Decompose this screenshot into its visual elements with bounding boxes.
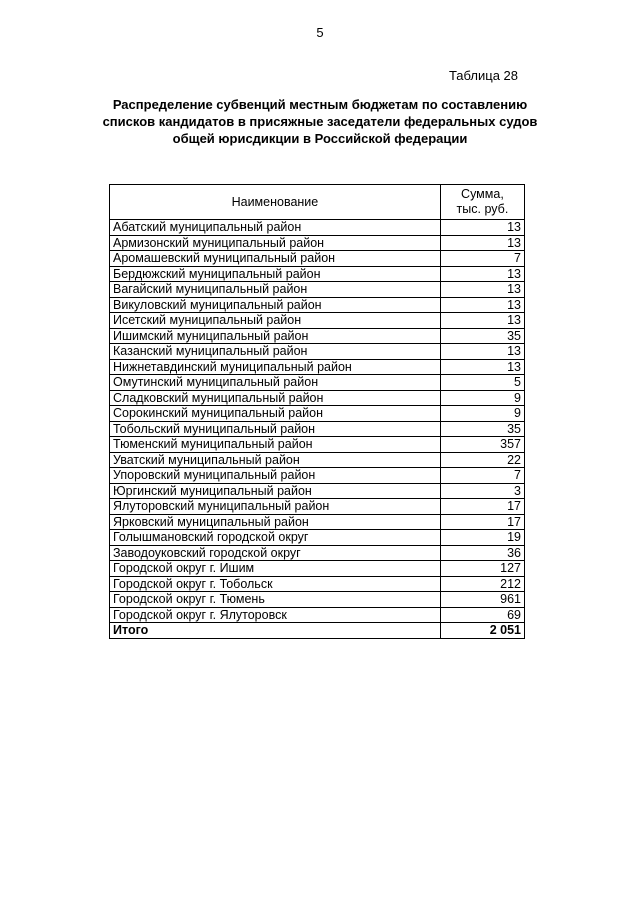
row-name: Городской округ г. Ялуторовск	[110, 607, 441, 623]
row-name: Нижнетавдинский муниципальный район	[110, 359, 441, 375]
table-row	[110, 375, 525, 391]
row-sum: 35	[440, 328, 524, 344]
row-name: Ярковский муниципальный район	[110, 514, 441, 530]
row-sum: 69	[440, 607, 524, 623]
row-sum: 961	[440, 592, 524, 608]
row-sum: 13	[440, 359, 524, 375]
document-title: Распределение субвенций местным бюджетам по составлению списков кандидатов в присяжные заседатели федеральных судов общей юрисдикции в Российской федерации	[102, 97, 538, 146]
row-sum: 13	[440, 344, 524, 360]
row-name: Исетский муниципальный район	[110, 313, 441, 329]
row-sum: 35	[440, 421, 524, 437]
table-row	[110, 282, 525, 298]
row-sum: 13	[440, 220, 524, 236]
row-name: Вагайский муниципальный район	[110, 282, 441, 298]
header-sum: Сумма, тыс. руб.	[440, 185, 524, 220]
row-name: Сладковский муниципальный район	[110, 390, 441, 406]
table-row	[110, 437, 525, 453]
table-row	[110, 530, 525, 546]
row-name: Казанский муниципальный район	[110, 344, 441, 360]
row-name: Абатский муниципальный район	[110, 220, 441, 236]
row-sum: 5	[440, 375, 524, 391]
row-name: Тобольский муниципальный район	[110, 421, 441, 437]
table-row	[110, 251, 525, 267]
row-sum: 13	[440, 266, 524, 282]
row-sum: 22	[440, 452, 524, 468]
row-sum: 17	[440, 514, 524, 530]
row-sum: 19	[440, 530, 524, 546]
row-sum: 36	[440, 545, 524, 561]
row-name: Армизонский муниципальный район	[110, 235, 441, 251]
row-name: Городской округ г. Тобольск	[110, 576, 441, 592]
total-label: Итого	[110, 623, 441, 639]
row-sum: 17	[440, 499, 524, 515]
table-row	[110, 313, 525, 329]
row-name: Викуловский муниципальный район	[110, 297, 441, 313]
row-sum: 127	[440, 561, 524, 577]
table-row	[110, 514, 525, 530]
table-body	[110, 220, 525, 639]
table-row	[110, 607, 525, 623]
row-name: Уватский муниципальный район	[110, 452, 441, 468]
row-sum: 9	[440, 390, 524, 406]
row-name: Юргинский муниципальный район	[110, 483, 441, 499]
row-name: Сорокинский муниципальный район	[110, 406, 441, 422]
row-sum: 13	[440, 282, 524, 298]
row-sum: 13	[440, 313, 524, 329]
row-sum: 357	[440, 437, 524, 453]
row-sum: 3	[440, 483, 524, 499]
row-name: Голышмановский городской округ	[110, 530, 441, 546]
table-row	[110, 421, 525, 437]
row-name: Упоровский муниципальный район	[110, 468, 441, 484]
header-name: Наименование	[110, 185, 441, 220]
table-row	[110, 592, 525, 608]
table-header-row	[110, 185, 525, 220]
table-row	[110, 483, 525, 499]
table-row	[110, 266, 525, 282]
row-sum: 9	[440, 406, 524, 422]
table-row	[110, 452, 525, 468]
table-row	[110, 499, 525, 515]
table-row	[110, 297, 525, 313]
table-label: Таблица 28	[448, 68, 518, 83]
table-row	[110, 235, 525, 251]
row-sum: 212	[440, 576, 524, 592]
row-name: Ялуторовский муниципальный район	[110, 499, 441, 515]
table-row	[110, 328, 525, 344]
total-sum: 2 051	[440, 623, 524, 639]
table-row	[110, 390, 525, 406]
row-sum: 7	[440, 468, 524, 484]
row-name: Ишимский муниципальный район	[110, 328, 441, 344]
table-row	[110, 576, 525, 592]
table-row	[110, 406, 525, 422]
row-name: Городской округ г. Тюмень	[110, 592, 441, 608]
table-row	[110, 545, 525, 561]
row-name: Аромашевский муниципальный район	[110, 251, 441, 267]
table-row	[110, 344, 525, 360]
subvention-table	[109, 184, 525, 639]
total-row	[110, 623, 525, 639]
row-sum: 7	[440, 251, 524, 267]
page-number: 5	[316, 25, 324, 40]
table-row	[110, 468, 525, 484]
row-name: Городской округ г. Ишим	[110, 561, 441, 577]
table-row	[110, 561, 525, 577]
table-row	[110, 359, 525, 375]
row-name: Омутинский муниципальный район	[110, 375, 441, 391]
row-sum: 13	[440, 297, 524, 313]
row-name: Тюменский муниципальный район	[110, 437, 441, 453]
row-sum: 13	[440, 235, 524, 251]
table-row	[110, 220, 525, 236]
row-name: Заводоуковский городской округ	[110, 545, 441, 561]
row-name: Бердюжский муниципальный район	[110, 266, 441, 282]
